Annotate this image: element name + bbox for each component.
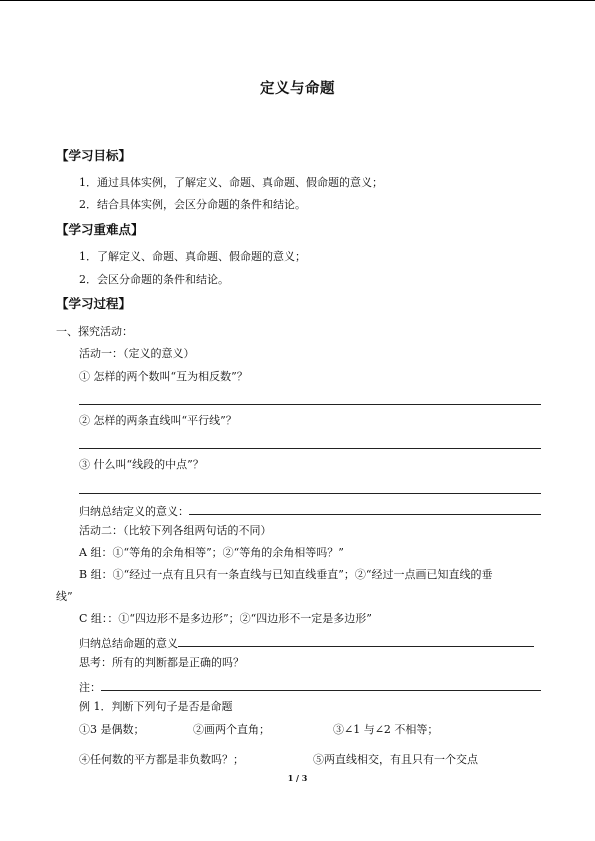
answer-line[interactable] <box>79 448 541 449</box>
section-keypoints-heading: 【学习重难点】 <box>56 222 144 237</box>
example-item: ①3 是偶数； <box>79 723 145 736</box>
keypoint-item: 2．会区分命题的条件和结论。 <box>79 273 229 286</box>
definition-summary-blank[interactable] <box>189 502 541 515</box>
definition-summary <box>79 502 541 519</box>
question-parallel-lines: ② 怎样的两条直线叫“平行线”？ <box>79 414 237 427</box>
note-label: 注： <box>79 681 101 694</box>
part-heading: 一、探究活动： <box>56 325 133 338</box>
group-a: A 组：①“等角的余角相等”；②“等角的余角相等吗？” <box>79 546 344 559</box>
think-question: 思考：所有的判断都是正确的吗？ <box>79 656 244 669</box>
question-midpoint: ③ 什么叫“线段的中点”？ <box>79 458 204 471</box>
example-item: ②画两个直角； <box>193 723 270 736</box>
proposition-summary-label: 归纳总结命题的意义 <box>79 637 178 650</box>
note <box>79 678 541 695</box>
answer-line[interactable] <box>79 493 541 494</box>
group-b-line-1: B 组：①“经过一点有且只有一条直线与已知直线垂直”；②“经过一点画已知直线的垂 <box>79 568 493 581</box>
section-objectives-heading: 【学习目标】 <box>56 148 132 163</box>
page-title: 定义与命题 <box>260 81 335 97</box>
activity-two-heading: 活动二：（比较下列各组两句话的不同） <box>79 524 272 537</box>
example-item: ④任何数的平方都是非负数吗？； <box>79 753 244 766</box>
example-item: ⑤两直线相交，有且只有一个交点 <box>313 753 478 766</box>
activity-one-heading: 活动一：（定义的意义） <box>79 347 195 360</box>
group-b-line-2: 线” <box>56 590 73 603</box>
group-c: C 组：：①“四边形不是多边形”；②“四边形不一定是多边形” <box>79 612 372 625</box>
keypoint-item: 1．了解定义、命题、真命题、假命题的意义； <box>79 250 306 263</box>
header-rule <box>0 0 595 1</box>
proposition-summary <box>79 634 534 651</box>
answer-line[interactable] <box>79 404 541 405</box>
section-process-heading: 【学习过程】 <box>56 296 132 311</box>
objective-item: 1．通过具体实例，了解定义、命题、真命题、假命题的意义； <box>79 176 383 189</box>
question-opposite-numbers: ① 怎样的两个数叫“互为相反数”？ <box>79 370 248 383</box>
objective-item: 2．结合具体实例，会区分命题的条件和结论。 <box>79 198 306 211</box>
example-heading: 例 1．判断下列句子是否是命题 <box>79 700 233 713</box>
page-number: 1 / 3 <box>287 773 308 783</box>
example-item: ③∠1 与∠2 不相等； <box>333 723 439 736</box>
definition-summary-label: 归纳总结定义的意义： <box>79 505 189 518</box>
proposition-summary-blank[interactable] <box>178 634 534 647</box>
note-blank[interactable] <box>101 678 541 691</box>
